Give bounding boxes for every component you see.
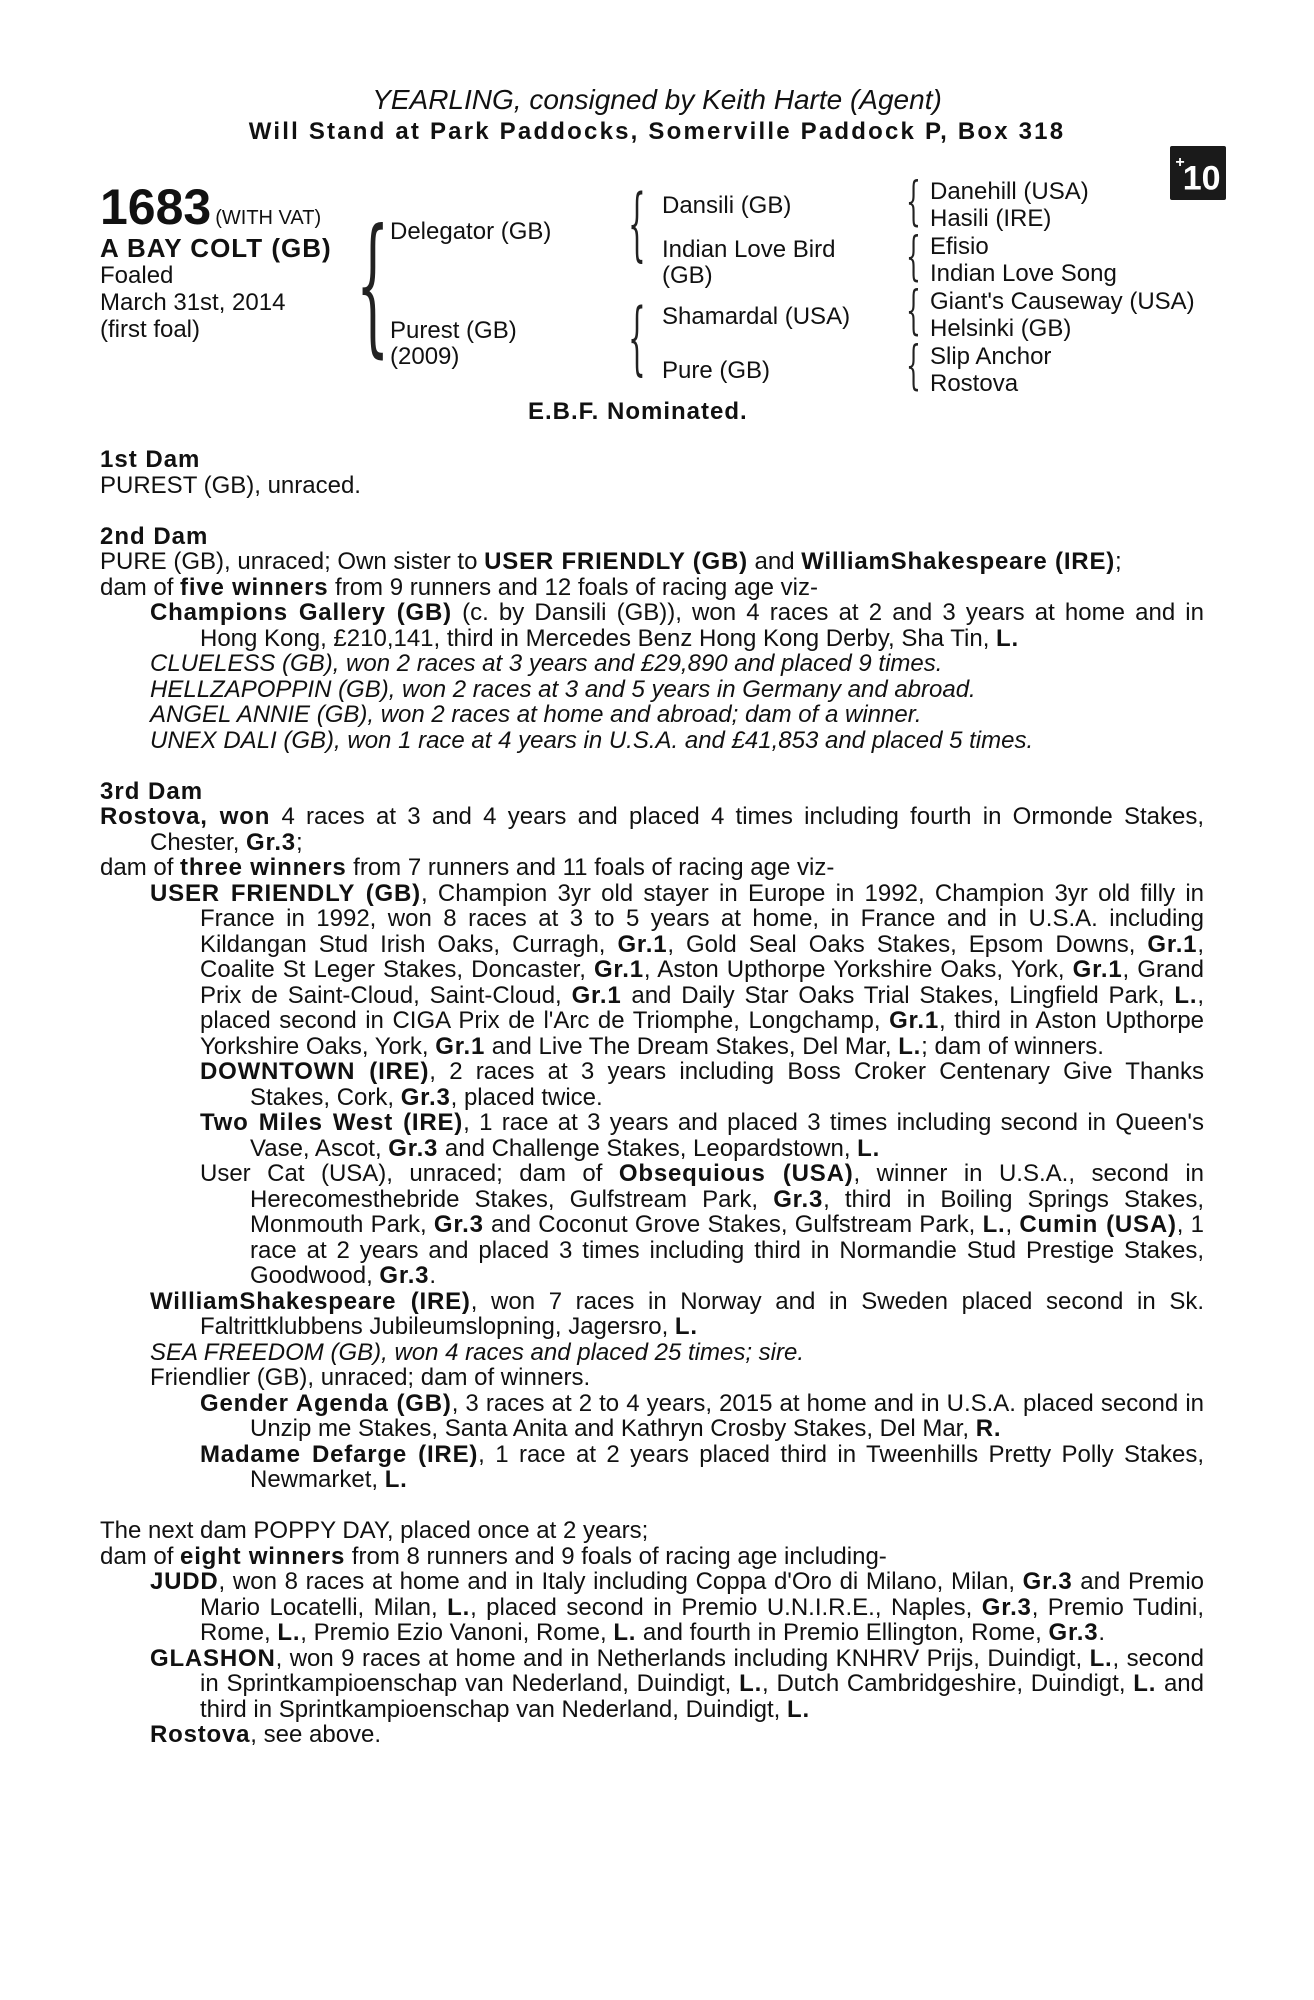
progeny-rostova: Rostova, see above. xyxy=(150,1721,382,1748)
dam-dam: Pure (GB) xyxy=(662,357,771,384)
first-dam-text: PUREST (GB), unraced. xyxy=(100,471,361,499)
third-dam-intro: Rostova, won 4 races at 3 and 4 years and placed 4 times including fourth in Ormonde Stakes, Chester, Gr.3; xyxy=(100,803,1204,856)
progeny-gender-agenda: Gender Agenda (GB), 3 races at 2 to 4 years, 2015 at home and in U.S.A. placed second in Unzip me Stakes, Santa Anita and Kathryn Crosby Stakes, Del Mar, R. xyxy=(200,1389,1204,1442)
third-dam-title: 3rd Dam xyxy=(100,777,204,805)
dam-sire-sire: Giant's Causeway (USA) xyxy=(930,288,1195,315)
progeny-angel-annie: ANGEL ANNIE (GB), won 2 races at home and abroad; dam of a winner. xyxy=(150,701,922,728)
second-dam-produce: dam of five winners from 9 runners and 12 foals of racing age viz- xyxy=(100,573,818,601)
dam-dam-dam: Rostova xyxy=(930,370,1019,397)
progeny-unex-dali: UNEX DALI (GB), won 1 race at 4 years in U.S.A. and £41,853 and placed 5 times. xyxy=(150,726,1034,754)
progeny-glashon: GLASHON, won 9 races at home and in Netherlands including KNHRV Prijs, Duindigt, L., second in Sprintkampioenschap van Nederland, Duindigt, L., Dutch Cambridgeshire, Duindigt, L. and third in Sprintkampioenschap van Nederland, Duindigt, L. xyxy=(150,1644,1204,1723)
progeny-sea-freedom: SEA FREEDOM (GB), won 4 races and placed 25 times; sire. xyxy=(150,1338,805,1366)
sire-sire-dam: Hasili (IRE) xyxy=(930,205,1052,232)
brace-ds: { xyxy=(906,281,921,341)
progeny-hellzapoppin: HELLZAPOPPIN (GB), won 2 races at 3 and 5 years in Germany and abroad. xyxy=(150,675,976,703)
brace-generation-1: { xyxy=(356,198,390,372)
sire-dam: Indian Love Bird xyxy=(662,236,836,263)
catalogue-body xyxy=(100,447,1204,1748)
progeny-madame-defarge: Madame Defarge (IRE), 1 race at 2 years placed third in Tweenhills Pretty Polly Stakes, Newmarket, L. xyxy=(200,1440,1204,1493)
next-dam-intro: The next dam POPPY DAY, placed once at 2 years; xyxy=(100,1517,649,1544)
dam-dam-sire: Slip Anchor xyxy=(930,343,1052,370)
sire-dam-dam: Indian Love Song xyxy=(930,260,1117,287)
brace-sire-line: { xyxy=(628,177,646,270)
consignment-line: YEARLING, consigned by Keith Harte (Agent) xyxy=(372,84,942,115)
third-dam-produce: dam of three winners from 7 runners and 11 foals of racing age viz- xyxy=(100,854,835,881)
progeny-user-friendly: USER FRIENDLY (GB), Champion 3yr old stayer in Europe in 1992, Champion 3yr old filly in France in 1992, won 8 races at 3 to 5 years at home, in France and in U.S.A. including Kildangan Stud Irish Oaks, Curragh, Gr.1, Gold Seal Oaks Stakes, Epsom Downs, Gr.1, Coalite St Leger Stakes, Doncaster, Gr.1, Aston Upthorpe Yorkshire Oaks, York, Gr.1, Grand Prix de Saint-Cloud, Saint-Cloud, Gr.1 and Daily Star Oaks Trial Stakes, Lingfield Park, L., placed second in CIGA Prix de l'Arc de Triomphe, Longchamp, Gr.1, third in Aston Upthorpe Yorkshire Oaks, York, Gr.1 and Live The Dream Stakes, Del Mar, L.; dam of winners. xyxy=(150,879,1205,1060)
lot-number: 1683 (WITH VAT) xyxy=(100,179,322,235)
sire: Delegator (GB) xyxy=(390,218,552,245)
vat-note: (WITH VAT) xyxy=(215,207,322,229)
sire-sire: Dansili (GB) xyxy=(662,192,792,219)
dam-sire: Shamardal (USA) xyxy=(662,303,851,330)
second-dam-intro: PURE (GB), unraced; Own sister to USER FRIENDLY (GB) and WilliamShakespeare (IRE); xyxy=(100,548,1122,575)
dam: Purest (GB) xyxy=(390,317,517,344)
progeny-two-miles-west: Two Miles West (IRE), 1 race at 3 years and placed 3 times including second in Queen's Vase, Ascot, Gr.3 and Challenge Stakes, Leopardstown, L. xyxy=(200,1109,1204,1162)
horse-name: A BAY COLT (GB) xyxy=(100,233,332,263)
next-dam-produce: dam of eight winners from 8 runners and 9 foals of racing age including- xyxy=(100,1542,887,1570)
brace-ss: { xyxy=(906,172,921,232)
brace-dam-line: { xyxy=(628,291,646,384)
progeny-downtown: DOWNTOWN (IRE), 2 races at 3 years including Boss Croker Centenary Give Thanks Stakes, Cork, Gr.3, placed twice. xyxy=(200,1058,1204,1111)
progeny-champions-gallery: Champions Gallery (GB) (c. by Dansili (GB)), won 4 races at 2 and 3 years at home and in Hong Kong, £210,141, third in Mercedes Benz Hong Kong Derby, Sha Tin, L. xyxy=(150,599,1204,652)
progeny-william-shakespeare: WilliamShakespeare (IRE), won 7 races in Norway and in Sweden placed second in Sk. Faltrittklubbens Jubileumslopning, Jagersro, L. xyxy=(150,1287,1205,1340)
progeny-user-cat: User Cat (USA), unraced; dam of Obsequious (USA), winner in U.S.A., second in Herecomesthebride Stakes, Gulfstream Park, Gr.3, third in Boiling Springs Stakes, Monmouth Park, Gr.3 and Coconut Grove Stakes, Gulfstream Park, L., Cumin (USA), 1 race at 2 years and placed 3 times including third in Normandie Stud Prestige Stakes, Goodwood, Gr.3. xyxy=(200,1160,1204,1289)
second-dam-title: 2nd Dam xyxy=(100,522,209,550)
foaling-info: Foaled March 31st, 2014 (first foal) xyxy=(100,262,286,343)
sire-dam-country: (GB) xyxy=(662,262,713,289)
dam-sire-dam: Helsinki (GB) xyxy=(930,315,1072,342)
brace-dd: { xyxy=(906,336,921,396)
sire-sire-sire: Danehill (USA) xyxy=(930,178,1089,205)
progeny-friendlier: Friendlier (GB), unraced; dam of winners. xyxy=(150,1364,591,1391)
plus-10-badge: +10 xyxy=(1170,146,1226,200)
progeny-clueless: CLUELESS (GB), won 2 races at 3 years and £29,890 and placed 9 times. xyxy=(150,650,943,677)
ebf-nominated: E.B.F. Nominated. xyxy=(528,398,748,425)
progeny-judd: JUDD, won 8 races at home and in Italy including Coppa d'Oro di Milano, Milan, Gr.3 and Premio Mario Locatelli, Milan, L., placed second in Premio U.N.I.R.E., Naples, Gr.3, Premio Tudini, Rome, L., Premio Ezio Vanoni, Rome, L. and fourth in Premio Ellington, Rome, Gr.3. xyxy=(150,1568,1204,1646)
first-dam-title: 1st Dam xyxy=(100,446,201,473)
stabling-line: Will Stand at Park Paddocks, Somerville Paddock P, Box 318 xyxy=(248,118,1066,145)
brace-sd: { xyxy=(906,227,921,287)
sire-dam-sire: Efisio xyxy=(930,233,989,260)
dam-year: (2009) xyxy=(390,343,460,370)
